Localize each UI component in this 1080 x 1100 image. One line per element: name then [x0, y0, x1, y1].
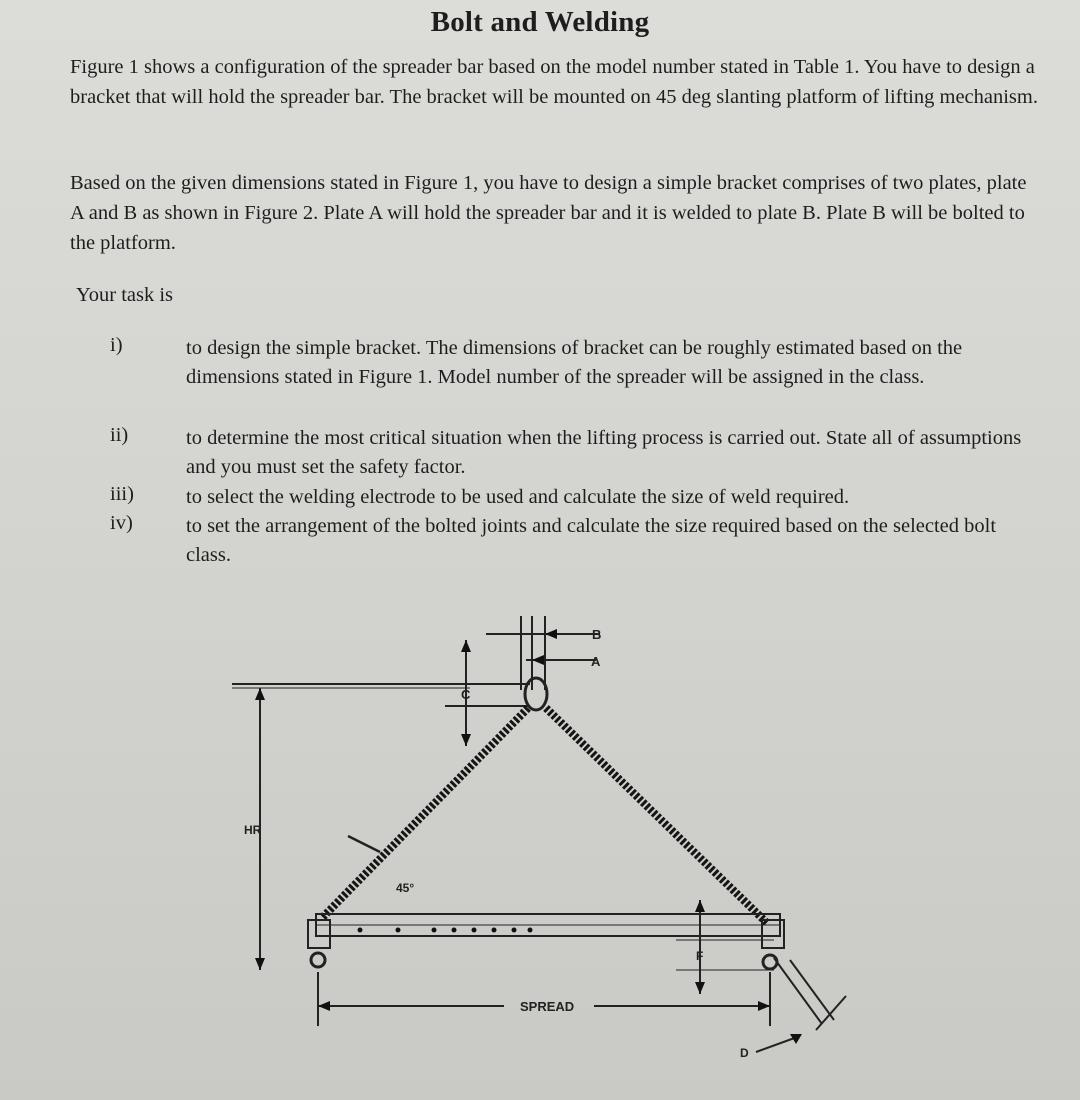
task-text: to select the welding electrode to be used and calculate the size of weld required. — [186, 486, 850, 508]
label-c: C — [461, 687, 471, 702]
bar-hole — [452, 928, 457, 933]
label-f: F — [696, 949, 704, 963]
arrowhead — [695, 982, 705, 994]
arrowhead — [318, 1001, 330, 1011]
task-number: iv) — [110, 512, 133, 534]
label-a: A — [591, 654, 601, 669]
arrowhead — [532, 655, 544, 665]
bar-hole — [358, 928, 363, 933]
arrowhead — [758, 1001, 770, 1011]
intro-paragraph: Figure 1 shows a configuration of the spreader bar based on the model number stated in Table 1. You have to design a bracket that will hold the spreader bar. The bracket will be mounted on 45 deg slanting platform of lifting mechanism. — [70, 56, 1038, 108]
left-shackle — [311, 953, 325, 967]
label-angle: 45° — [396, 881, 415, 895]
design-paragraph: Based on the given dimensions stated in Figure 1, you have to design a simple bracket comprises of two plates, plate A and B as shown in Figure 2. Plate A will hold the spreader bar and it is welded to plate B. Plate B will be bolted to the platform. — [70, 172, 1027, 254]
bar-hole — [432, 928, 437, 933]
task-text: to set the arrangement of the bolted joints and calculate the size required based on the selected bolt class. — [186, 515, 997, 566]
task-heading: Your task is — [76, 284, 174, 306]
bar-hole — [396, 928, 401, 933]
left-sling — [322, 708, 528, 918]
arrowhead — [255, 688, 265, 700]
left-end-fitting — [308, 920, 330, 948]
label-hr: HR — [244, 823, 262, 837]
top-shackle — [525, 678, 547, 710]
arrowhead — [461, 640, 471, 652]
task-number: ii) — [110, 424, 129, 446]
task-number: i) — [110, 334, 123, 356]
task-text: to design the simple bracket. The dimensions of bracket can be roughly estimated based on the dimensions stated in Figure 1. Model number of the spreader will be assigned in the class. — [186, 337, 963, 388]
page-title: Bolt and Welding — [430, 6, 650, 38]
label-spread: SPREAD — [520, 999, 575, 1014]
task-text: to determine the most critical situation when the lifting process is carried out. State all of assumptions and you must set the safety factor. — [186, 427, 1022, 478]
bar-hole — [528, 928, 533, 933]
right-sling — [546, 708, 768, 924]
d-diagonal — [774, 958, 822, 1024]
bar-hole — [512, 928, 517, 933]
arrowhead — [461, 734, 471, 746]
arrowhead — [545, 629, 557, 639]
arrowhead — [255, 958, 265, 970]
task-number: iii) — [110, 483, 134, 505]
label-d: D — [740, 1046, 749, 1060]
angle-pointer — [348, 836, 380, 852]
right-shackle — [763, 955, 777, 969]
label-b: B — [592, 627, 602, 642]
bar-hole — [472, 928, 477, 933]
bar-hole — [492, 928, 497, 933]
arrowhead — [695, 900, 705, 912]
